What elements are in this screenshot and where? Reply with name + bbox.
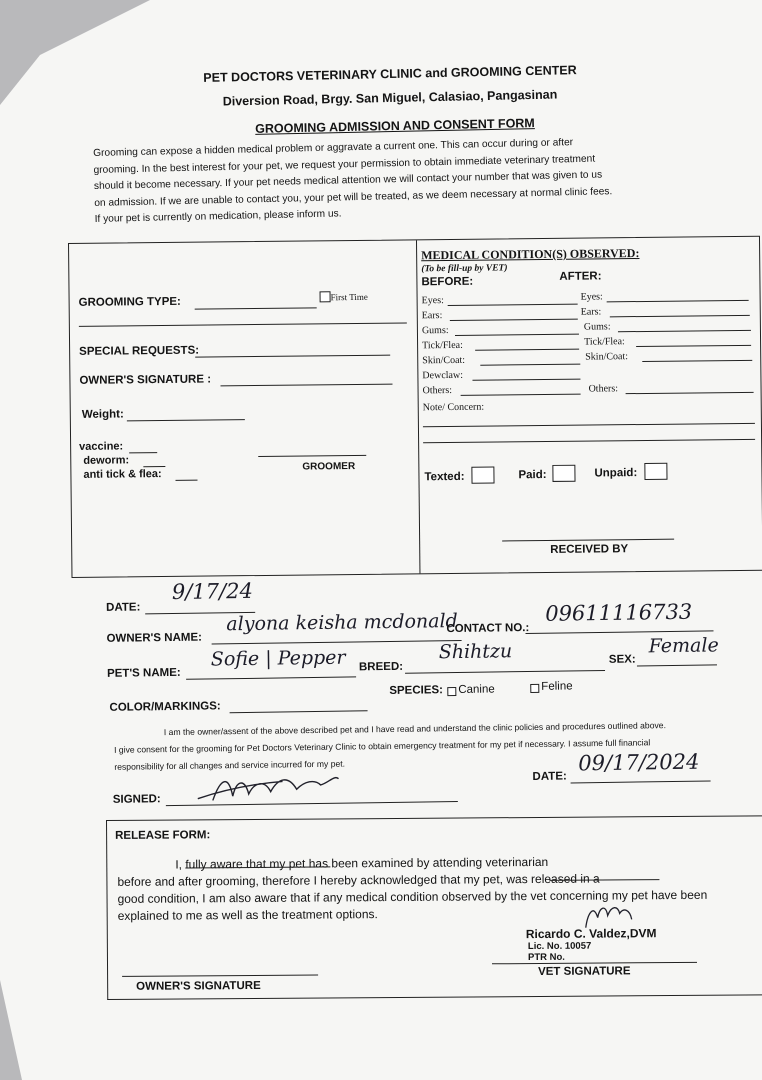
after-gums-label: Gums: <box>583 321 611 333</box>
after-skin-label: Skin/Coat: <box>585 351 629 363</box>
owner-signature-mark <box>192 769 343 811</box>
breed-label: BREED: <box>358 660 404 674</box>
weight-label: Weight: <box>81 408 124 421</box>
intro-line: on admission. If we are unable to contact you, your pet will be treated, as we deem necessary at normal clinic fees. <box>94 185 613 209</box>
color-markings-line[interactable] <box>230 710 368 713</box>
release-form-box <box>106 815 762 1000</box>
before-tick-label: Tick/Flea: <box>422 339 463 352</box>
unpaid-label: Unpaid: <box>594 467 638 480</box>
before-others-label: Others: <box>422 384 453 397</box>
grooming-type-label: GROOMING TYPE: <box>78 295 181 309</box>
clinic-name: PET DOCTORS VETERINARY CLINIC and GROOMING CENTER <box>203 63 577 85</box>
anti-tick-label: anti tick & flea: <box>83 468 162 481</box>
special-requests-label: SPECIAL REQUESTS: <box>79 344 200 358</box>
before-gums-label: Gums: <box>421 325 449 337</box>
note-concern-label: Note/ Concern: <box>422 401 485 414</box>
contact-line[interactable] <box>526 630 714 634</box>
pet-name-handwritten: Sofie | Pepper <box>210 646 346 671</box>
release-line: explained to me as well as the treatment options. <box>117 907 378 923</box>
intro-line: should it become necessary. If your pet needs medical attention we will contact your number that was given to us <box>93 169 603 192</box>
before-label: BEFORE: <box>421 275 474 289</box>
owner-name-handwritten: alyona keisha mcdonald <box>226 610 458 636</box>
pet-name-line[interactable] <box>186 676 356 679</box>
vet-name: Ricardo C. Valdez,DVM <box>525 926 657 942</box>
date-label: DATE: <box>106 601 141 614</box>
after-eyes-label: Eyes: <box>580 291 603 303</box>
consent-line: I give consent for the grooming for Pet Doctors Veterinary Clinic to obtain emergency treatment for my pet if necessary. I assume full financial <box>114 737 651 755</box>
release-title: RELEASE FORM: <box>115 829 211 842</box>
intro-line: If your pet is currently on medication, please inform us. <box>94 208 342 225</box>
received-by-label: RECEIVED BY <box>550 543 629 556</box>
clinic-address: Diversion Road, Brgy. San Miguel, Calasiao, Pangasinan <box>222 87 558 109</box>
sex-handwritten: Female <box>648 634 719 658</box>
after-label: AFTER: <box>559 270 602 283</box>
owner-release-signature-line[interactable] <box>122 975 318 977</box>
paid-label: Paid: <box>518 469 547 482</box>
owner-name-label: OWNER'S NAME: <box>106 631 202 645</box>
species-label: SPECIES: <box>389 684 444 697</box>
vet-note: (To be fill-up by VET) <box>421 263 508 275</box>
vaccine-label: vaccine: <box>79 440 124 453</box>
signed-label: SIGNED: <box>112 793 161 806</box>
after-ears-label: Ears: <box>580 306 602 318</box>
release-line: good condition, I am also aware that if any medical condition observed by the vet concerning my pet have been <box>117 887 708 906</box>
owner-name-line[interactable] <box>212 640 462 644</box>
breed-line[interactable] <box>405 670 605 674</box>
signed-date-handwritten: 09/17/2024 <box>578 749 700 776</box>
date-handwritten: 9/17/24 <box>171 578 254 604</box>
consent-line: I am the owner/assent of the above described pet and I have read and understand the clinic policies and procedures outlined above. <box>163 720 666 738</box>
vet-ptr: PTR No. <box>527 951 565 964</box>
before-skin-label: Skin/Coat: <box>422 354 466 367</box>
after-tick-label: Tick/Flea: <box>584 336 625 348</box>
owner-release-signature-label: OWNER'S SIGNATURE <box>136 979 261 993</box>
color-markings-label: COLOR/MARKINGS: <box>109 700 221 714</box>
form-title: GROOMING ADMISSION AND CONSENT FORM <box>255 116 535 136</box>
medical-condition-title: MEDICAL CONDITION(S) OBSERVED: <box>421 246 640 263</box>
signed-date-line[interactable] <box>571 780 711 783</box>
groomer-label: GROOMER <box>302 461 356 473</box>
release-line: I, fully aware that my pet has been examined by attending veterinarian <box>175 854 549 872</box>
sex-line[interactable] <box>637 664 717 666</box>
pet-name-label: PET'S NAME: <box>106 666 181 680</box>
intro-line: Grooming can expose a hidden medical problem or aggravate a current one. This can occur during or after <box>93 137 574 159</box>
before-ears-label: Ears: <box>421 310 443 322</box>
before-eyes-label: Eyes: <box>421 295 444 307</box>
contact-handwritten: 09611116733 <box>545 599 693 626</box>
vet-signature-label: VET SIGNATURE <box>538 965 631 978</box>
contact-label: CONTACT NO.: <box>446 622 530 636</box>
sex-label: SEX: <box>608 653 636 666</box>
breed-handwritten: Shihtzu <box>438 640 513 664</box>
feline-label: Feline <box>541 680 573 693</box>
vet-license: Lic. No. 10057 <box>527 940 592 953</box>
vet-signature-line[interactable] <box>492 962 697 964</box>
signed-date-label: DATE: <box>532 770 567 783</box>
canine-label: Canine <box>458 683 495 697</box>
before-dewclaw-label: Dewclaw: <box>422 369 464 382</box>
canine-checkbox[interactable] <box>447 687 456 696</box>
owner-signature-label: OWNER'S SIGNATURE : <box>79 373 212 387</box>
first-time-label: First Time <box>330 291 368 303</box>
release-line: before and after grooming, therefore I hereby acknowledged that my pet, was released in a <box>117 871 600 889</box>
intro-line: grooming. In the best interest for your pet, we request your permission to obtain immediate veterinary treatment <box>93 153 596 176</box>
after-others-label: Others: <box>588 383 619 395</box>
feline-checkbox[interactable] <box>530 684 539 693</box>
texted-label: Texted: <box>424 470 465 484</box>
consent-line: responsibility for all changes and service incurred for my pet. <box>114 758 346 772</box>
deworm-label: deworm: <box>83 454 130 467</box>
